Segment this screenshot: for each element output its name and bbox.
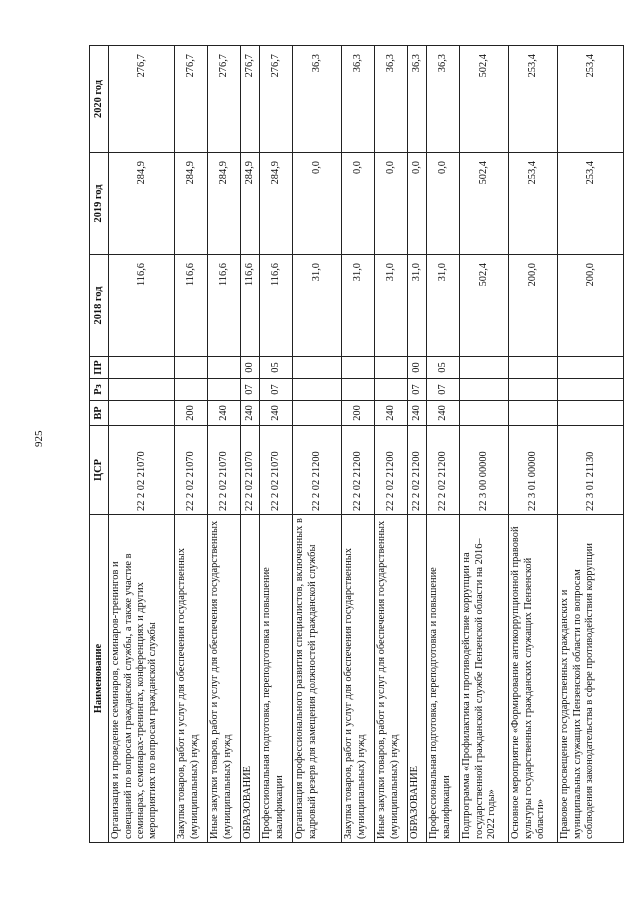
cell-csr: 22 2 02 21200: [375, 426, 408, 515]
cell-csr: 22 2 02 21070: [175, 426, 208, 515]
cell-2018: 31,0: [375, 255, 408, 357]
cell-2020: 253,4: [558, 46, 624, 153]
cell-vr: [558, 401, 624, 426]
cell-pr: 00: [241, 357, 260, 379]
cell-pr: [509, 357, 558, 379]
table-row: [408, 46, 427, 843]
cell-csr: 22 2 02 21070: [241, 426, 260, 515]
table-row: [293, 46, 342, 843]
cell-rz: 07: [408, 379, 427, 401]
cell-2019: 0,0: [408, 153, 427, 255]
cell-2020: 276,7: [208, 46, 241, 153]
cell-2019: 0,0: [427, 153, 460, 255]
cell-rz: 07: [241, 379, 260, 401]
table-body: [109, 46, 624, 843]
cell-pr: [293, 357, 342, 379]
cell-name: Основное мероприятие «Формирование антикоррупционной правовой культуры государственных гражданских служащих Пензенской области»: [509, 515, 558, 843]
header-rz: Рз: [90, 379, 109, 401]
cell-2018: 116,6: [109, 255, 175, 357]
cell-2018: 31,0: [408, 255, 427, 357]
header-2019: 2019 год: [90, 153, 109, 255]
cell-rz: [175, 379, 208, 401]
table-header: [90, 46, 109, 843]
cell-pr: [109, 357, 175, 379]
cell-vr: 240: [208, 401, 241, 426]
cell-name: Организация профессионального развития специалистов, включенных в кадровый резерв для замещения должностей гражданской службы: [293, 515, 342, 843]
cell-rz: [293, 379, 342, 401]
cell-2018: 116,6: [260, 255, 293, 357]
cell-2018: 31,0: [293, 255, 342, 357]
table-row: [509, 46, 558, 843]
cell-rz: 07: [260, 379, 293, 401]
cell-name: Профессиональная подготовка, переподготовка и повышение квалификации: [427, 515, 460, 843]
cell-2018: 200,0: [509, 255, 558, 357]
table-row: [208, 46, 241, 843]
table-row: [375, 46, 408, 843]
cell-rz: [375, 379, 408, 401]
cell-2020: 36,3: [427, 46, 460, 153]
cell-rz: [509, 379, 558, 401]
budget-table: [89, 45, 624, 843]
cell-csr: 22 2 02 21200: [293, 426, 342, 515]
cell-pr: [375, 357, 408, 379]
cell-name: Иные закупки товаров, работ и услуг для обеспечения государственных (муниципальных) нужд: [375, 515, 408, 843]
cell-2018: 200,0: [558, 255, 624, 357]
header-2018: 2018 год: [90, 255, 109, 357]
cell-pr: [558, 357, 624, 379]
cell-2018: 116,6: [208, 255, 241, 357]
cell-vr: 240: [427, 401, 460, 426]
table-row: [558, 46, 624, 843]
cell-2019: 284,9: [175, 153, 208, 255]
cell-2019: 253,4: [509, 153, 558, 255]
header-name: Наименование: [90, 515, 109, 843]
cell-rz: [109, 379, 175, 401]
cell-2019: 0,0: [293, 153, 342, 255]
cell-2020: 276,7: [175, 46, 208, 153]
cell-pr: [460, 357, 509, 379]
cell-vr: 200: [175, 401, 208, 426]
cell-2020: 36,3: [293, 46, 342, 153]
cell-vr: 240: [375, 401, 408, 426]
cell-2019: 284,9: [260, 153, 293, 255]
cell-2020: 36,3: [408, 46, 427, 153]
cell-2018: 116,6: [175, 255, 208, 357]
cell-vr: 240: [241, 401, 260, 426]
cell-2019: 284,9: [109, 153, 175, 255]
cell-2018: 502,4: [460, 255, 509, 357]
cell-csr: 22 3 01 21130: [558, 426, 624, 515]
cell-pr: [208, 357, 241, 379]
cell-vr: 200: [342, 401, 375, 426]
cell-csr: 22 2 02 21070: [260, 426, 293, 515]
table-row: [109, 46, 175, 843]
cell-pr: 00: [408, 357, 427, 379]
cell-2020: 276,7: [109, 46, 175, 153]
cell-csr: 22 2 02 21070: [109, 426, 175, 515]
cell-name: ОБРАЗОВАНИЕ: [408, 515, 427, 843]
cell-name: Закупка товаров, работ и услуг для обеспечения государственных (муниципальных) нужд: [175, 515, 208, 843]
cell-2019: 284,9: [241, 153, 260, 255]
cell-2020: 36,3: [375, 46, 408, 153]
cell-csr: 22 2 02 21200: [408, 426, 427, 515]
cell-2019: 0,0: [342, 153, 375, 255]
cell-pr: 05: [427, 357, 460, 379]
table-row: [260, 46, 293, 843]
header-vr: ВР: [90, 401, 109, 426]
cell-2020: 502,4: [460, 46, 509, 153]
cell-vr: [460, 401, 509, 426]
header-row: [90, 46, 109, 843]
cell-name: Закупка товаров, работ и услуг для обеспечения государственных (муниципальных) нужд: [342, 515, 375, 843]
cell-rz: [460, 379, 509, 401]
table-row: [460, 46, 509, 843]
cell-rz: [342, 379, 375, 401]
header-csr: ЦСР: [90, 426, 109, 515]
cell-2020: 276,7: [241, 46, 260, 153]
header-pr: ПР: [90, 357, 109, 379]
cell-rz: 07: [427, 379, 460, 401]
cell-2020: 253,4: [509, 46, 558, 153]
cell-name: Профессиональная подготовка, переподготовка и повышение квалификации: [260, 515, 293, 843]
rotated-table-container: [89, 46, 594, 843]
cell-2019: 0,0: [375, 153, 408, 255]
table-row: [175, 46, 208, 843]
cell-2018: 31,0: [342, 255, 375, 357]
table-row: [427, 46, 460, 843]
table-row: [342, 46, 375, 843]
cell-2018: 31,0: [427, 255, 460, 357]
cell-vr: 240: [408, 401, 427, 426]
cell-csr: 22 3 01 00000: [509, 426, 558, 515]
cell-pr: [175, 357, 208, 379]
cell-2020: 276,7: [260, 46, 293, 153]
cell-rz: [558, 379, 624, 401]
cell-vr: [509, 401, 558, 426]
page-number: 925: [33, 430, 45, 447]
cell-csr: 22 2 02 21200: [427, 426, 460, 515]
cell-vr: [109, 401, 175, 426]
cell-csr: 22 3 00 00000: [460, 426, 509, 515]
cell-2019: 253,4: [558, 153, 624, 255]
cell-csr: 22 2 02 21200: [342, 426, 375, 515]
cell-name: Организация и проведение семинаров, семинаров-тренингов и совещаний по вопросам гражданской службы, а также участие в семинарах, семинарах-тренингах, конференциях и других мероприятиях по вопросам гражданской службы: [109, 515, 175, 843]
cell-2019: 502,4: [460, 153, 509, 255]
cell-pr: [342, 357, 375, 379]
cell-vr: [293, 401, 342, 426]
cell-rz: [208, 379, 241, 401]
cell-vr: 240: [260, 401, 293, 426]
cell-2019: 284,9: [208, 153, 241, 255]
cell-name: ОБРАЗОВАНИЕ: [241, 515, 260, 843]
cell-2020: 36,3: [342, 46, 375, 153]
cell-2018: 116,6: [241, 255, 260, 357]
cell-pr: 05: [260, 357, 293, 379]
table-row: [241, 46, 260, 843]
header-2020: 2020 год: [90, 46, 109, 153]
cell-name: Иные закупки товаров, работ и услуг для обеспечения государственных (муниципальных) нужд: [208, 515, 241, 843]
cell-name: Правовое просвещение государственных гражданских и муниципальных служащих Пензенской области по вопросам соблюдения законодательства в сфере противодействия коррупции: [558, 515, 624, 843]
cell-name: Подпрограмма «Профилактика и противодействие коррупции на государственной гражданской службе Пензенской области на 2016–2022 годы»: [460, 515, 509, 843]
cell-csr: 22 2 02 21070: [208, 426, 241, 515]
